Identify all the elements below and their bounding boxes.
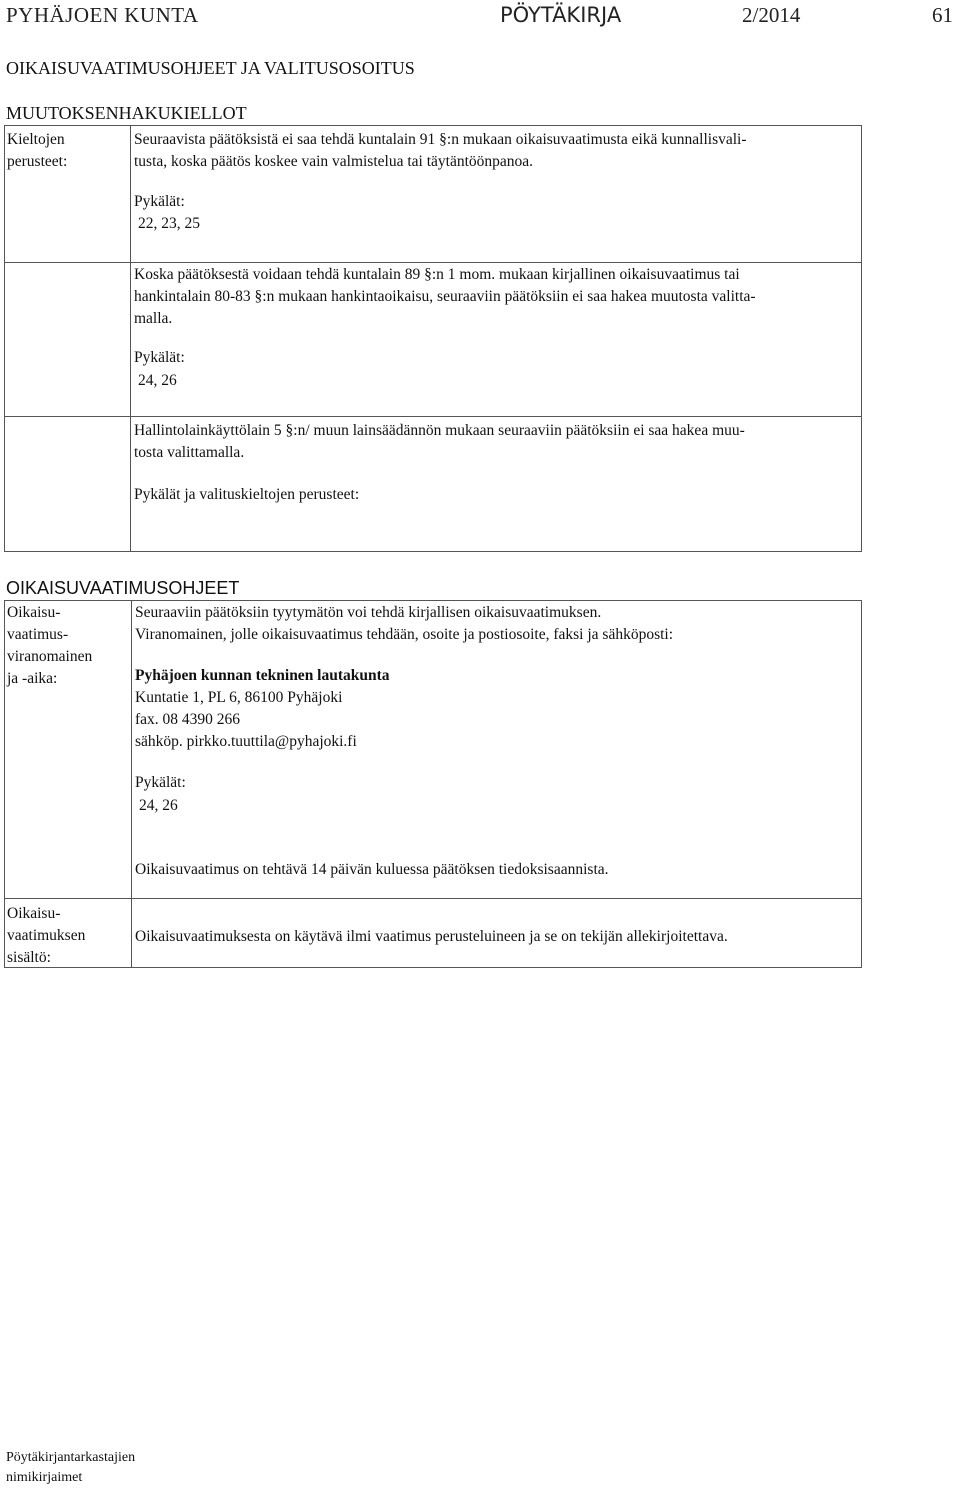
block1-sections: 22, 23, 25: [138, 215, 200, 232]
instructions-heading: OIKAISUVAATIMUSOHJEET: [6, 578, 240, 598]
restrictions-label: Kieltojen perusteet:: [7, 131, 68, 170]
restrictions-heading: MUUTOKSENHAKUKIELLOT: [6, 103, 247, 123]
page-footer: [6, 1448, 135, 1488]
page-number: 61: [932, 3, 953, 27]
instructions-row-divider: [4, 898, 862, 899]
instructions-line2: Viranomainen, jolle oikaisuvaatimus tehdään, osoite ja postiosoite, faksi ja sähköposti:: [135, 626, 674, 643]
page-header: [0, 0, 960, 36]
authority-label: Oikaisu- vaatimus- viranomainen ja -aika:: [7, 604, 93, 687]
footer-line1: Pöytäkirjantarkastajien: [6, 1450, 136, 1465]
row-divider-2: [4, 416, 862, 417]
municipality-name: PYHÄJOEN KUNTA: [6, 3, 199, 27]
block2-line3: malla.: [134, 310, 173, 327]
restriction-block-1: [134, 129, 747, 173]
instructions-intro: [135, 602, 673, 646]
instructions-sections: 24, 26: [139, 797, 178, 814]
deadline-text: Oikaisuvaatimus on tehtävä 14 päivän kuluessa päätöksen tiedoksisaannista.: [135, 861, 609, 878]
restrictions-table: [4, 125, 862, 552]
document-type: PÖYTÄKIRJA: [500, 3, 622, 27]
block1-line2: tusta, koska päätös koskee vain valmistelua tai täytäntöönpanoa.: [134, 153, 534, 170]
block1-line1: Seuraavista päätöksistä ei saa tehdä kuntalain 91 §:n mukaan oikaisuvaatimusta eikä kunnallisvali-: [134, 131, 747, 148]
block3-line1: Hallintolainkäyttölain 5 §:n/ muun lainsäädännön mukaan seuraaviin päätöksiin ei saa hakea muu-: [134, 422, 745, 439]
authority-address: Kuntatie 1, PL 6, 86100 Pyhäjoki: [135, 689, 343, 706]
block2-line2: hankintalain 80-83 §:n mukaan hankintaoikaisu, seuraaviin päätöksiin ei saa hakea muutosta valitta-: [134, 288, 756, 305]
authority-email: sähköp. pirkko.tuuttila@pyhajoki.fi: [135, 733, 357, 750]
restrictions-divider: [130, 125, 131, 552]
block3-line2: tosta valittamalla.: [134, 444, 245, 461]
authority-address-block: [135, 665, 390, 753]
instructions-line1: Seuraaviin päätöksiin tyytymätön voi tehdä kirjallisen oikaisuvaatimuksen.: [135, 604, 602, 621]
block2-line1: Koska päätöksestä voidaan tehdä kuntalain 89 §:n 1 mom. mukaan kirjallinen oikaisuvaatimus tai: [134, 266, 740, 283]
instructions-sections-label: Pykälät:: [135, 774, 186, 791]
issue-number: 2/2014: [742, 3, 801, 27]
content-text: Oikaisuvaatimuksesta on käytävä ilmi vaatimus perusteluineen ja se on tekijän allekirjoitettava.: [135, 928, 728, 945]
document-title: OIKAISUVAATIMUSOHJEET JA VALITUSOSOITUS: [6, 58, 415, 78]
restriction-block-3: [134, 420, 745, 464]
restriction-block-2: [134, 264, 756, 330]
authority-name: Pyhäjoen kunnan tekninen lautakunta: [135, 667, 390, 684]
authority-fax: fax. 08 4390 266: [135, 711, 241, 728]
instructions-table: [4, 600, 862, 968]
block3-sections-label: Pykälät ja valituskieltojen perusteet:: [134, 486, 360, 503]
row-divider-1: [4, 262, 862, 263]
instructions-divider: [131, 600, 132, 968]
block1-sections-label: Pykälät:: [134, 193, 185, 210]
content-label: Oikaisu- vaatimuksen sisältö:: [7, 905, 86, 966]
block2-sections-label: Pykälät:: [134, 349, 185, 366]
block2-sections: 24, 26: [138, 372, 177, 389]
footer-line2: nimikirjaimet: [6, 1470, 83, 1485]
